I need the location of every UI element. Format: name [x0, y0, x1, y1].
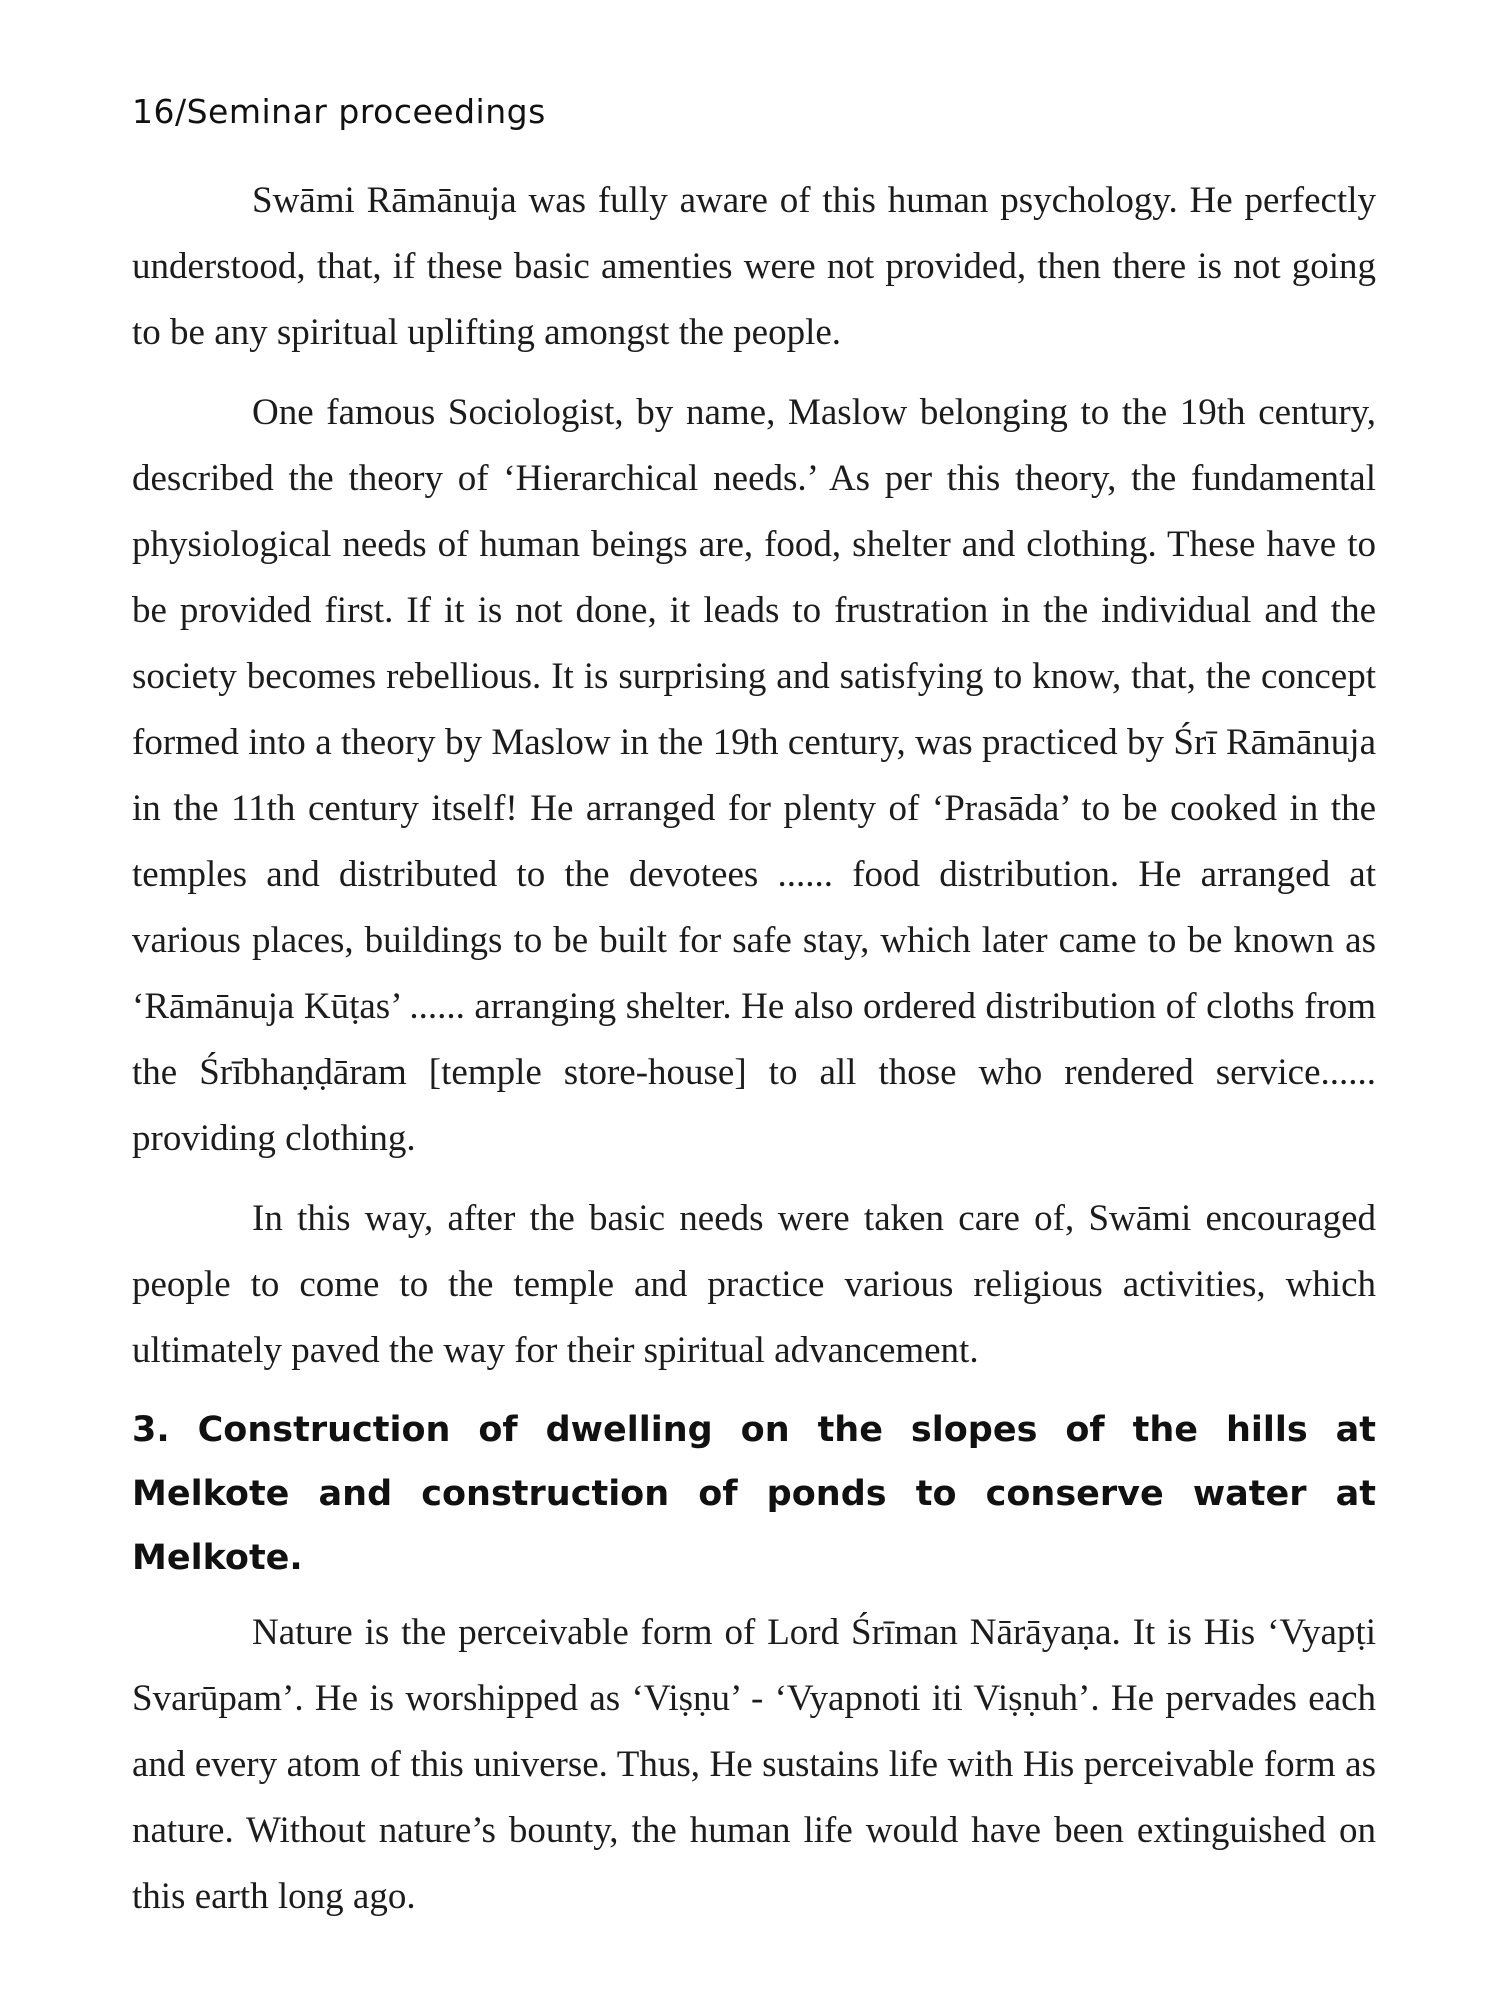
paragraph-maslow-hierarchy: One famous Sociologist, by name, Maslow belonging to the 19th century, described the theory of ‘Hierarchical needs.’ As per this theory, the fundamental physiological needs of human beings are, food, shelter and clothing. These have to be provided first. If it is not done, it leads to frustration in the individual and the society becomes rebellious. It is surprising and satisfying to know, that, the concept formed into a theory by Maslow in the 19th century, was practiced by Śrī Rāmānuja in the 11th century itself! He arranged for plenty of ‘Prasāda’ to be cooked in the temples and distributed to the devotees ...... food distribution. He arranged at various places, buildings to be built for safe stay, which later came to be known as ‘Rāmānuja Kūṭas’ ...... arranging shelter. He also ordered distribution of cloths from the Śrībhaṇḍāram [temple store-house] to all those who rendered service...... providing clothing.: [132, 391, 1376, 1159]
running-head: 16/Seminar proceedings: [132, 92, 546, 131]
body-text: [132, 168, 1376, 1384]
paragraph-spiritual-advancement: In this way, after the basic needs were taken care of, Swāmi encouraged people to come to the temple and practice various religious activities, which ultimately paved the way for their spiritual advancement.: [132, 1197, 1376, 1371]
paragraph-ramanuja-psychology: Swāmi Rāmānuja was fully aware of this human psychology. He perfectly understood, that, if these basic amenties were not provided, then there is not going to be any spiritual uplifting amongst the people.: [132, 179, 1376, 353]
paragraph-nature: Nature is the perceivable form of Lord Śrīman Nārāyaṇa. It is His ‘Vyapṭi Svarūpam’. He is worshipped as ‘Viṣṇu’ - ‘Vyapnoti iti Viṣṇuh’. He pervades each and every atom of this universe. Thus, He sustains life with His perceivable form as nature. Without nature’s bounty, the human life would have been extinguished on this earth long ago.: [132, 1611, 1376, 1917]
section-heading: 3. Construction of dwelling on the slopes of the hills at Melkote and construction of ponds to conserve water at Melkote.: [132, 1409, 1376, 1578]
body-text-continued: [132, 1600, 1376, 1930]
